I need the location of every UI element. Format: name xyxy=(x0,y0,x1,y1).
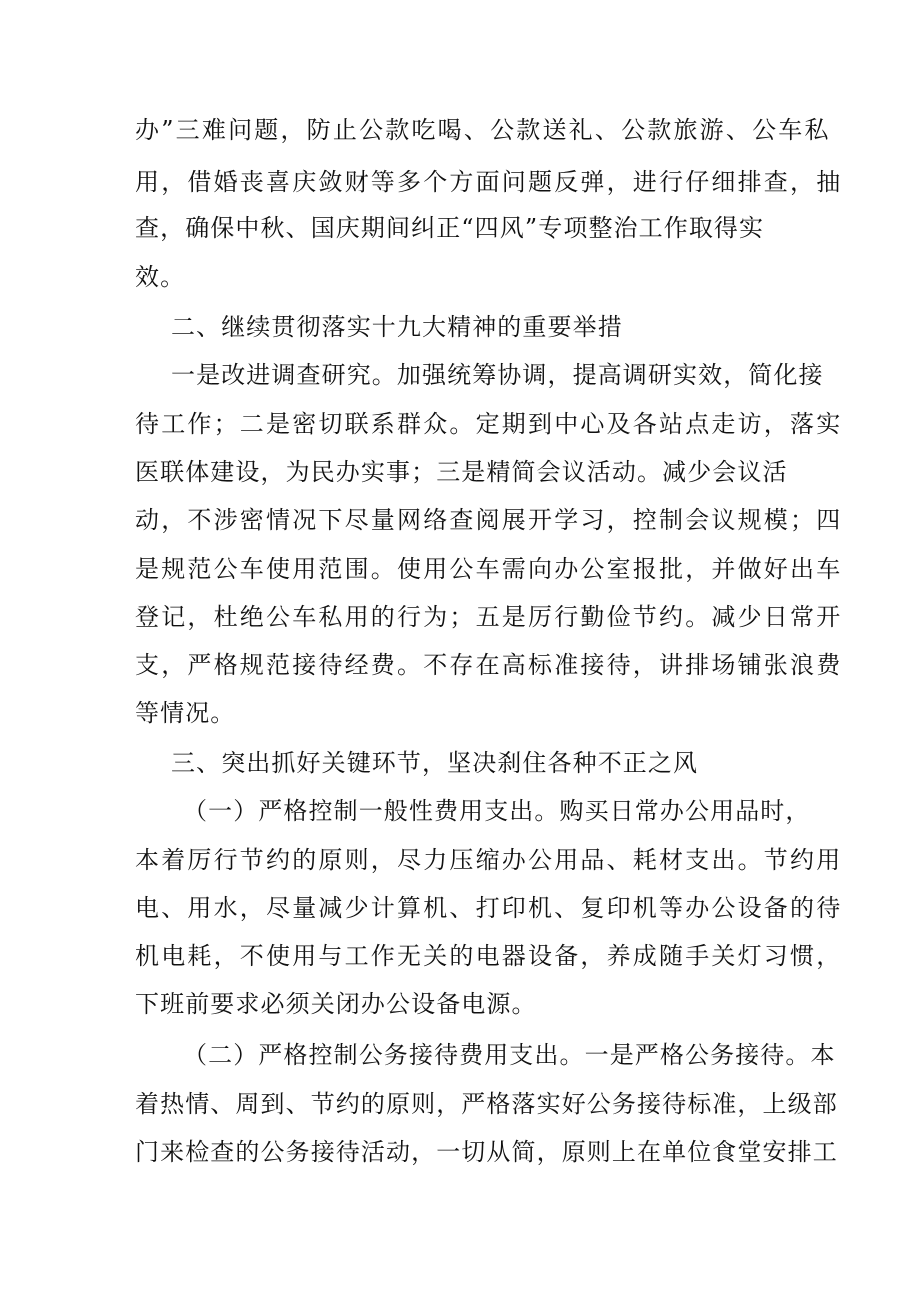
text-line: 登记，杜绝公车私用的行为；五是厉行勤俭节约。减少日常开 xyxy=(135,603,843,631)
text-line: 是规范公车使用范围。使用公车需向办公室报批，并做好出车 xyxy=(135,555,843,583)
text-line: 医联体建设，为民办实事；三是精简会议活动。减少会议活 xyxy=(135,458,788,486)
text-line: （二）严格控制公务接待费用支出。一是严格公务接待。本 xyxy=(183,1041,836,1069)
text-line: 下班前要求必须关闭办公设备电源。 xyxy=(135,990,537,1018)
text-line: 查，确保中秋、国庆期间纠正“四风”专项整治工作取得实 xyxy=(135,214,765,242)
text-line: 机电耗，不使用与工作无关的电器设备，养成随手关灯习惯， xyxy=(135,942,843,970)
text-line: 电、用水，尽量减少计算机、打印机、复印机等办公设备的待 xyxy=(135,894,843,922)
text-line: 动，不涉密情况下尽量网络查阅展开学习，控制会议规模；四 xyxy=(135,506,843,534)
text-line: 用，借婚丧喜庆敛财等多个方面问题反弹，进行仔细排查，抽 xyxy=(135,168,843,196)
text-line: 一是改进调查研究。加强统筹协调，提高调研实效，简化接 xyxy=(171,361,824,389)
text-line: （一）严格控制一般性费用支出。购买日常办公用品时， xyxy=(183,797,811,825)
text-line: 本着厉行节约的原则，尽力压缩办公用品、耗材支出。节约用 xyxy=(135,846,843,874)
text-line: 着热情、周到、节约的原则，严格落实好公务接待标准，上级部 xyxy=(135,1090,838,1118)
text-line: 待工作；二是密切联系群众。定期到中心及各站点走访，落实 xyxy=(135,410,843,438)
text-line: 支，严格规范接待经费。不存在高标准接待，讲排场铺张浪费 xyxy=(135,651,843,679)
section-heading: 二、继续贯彻落实十九大精神的重要举措 xyxy=(171,313,623,341)
text-line: 效。 xyxy=(135,263,186,291)
section-heading: 三、突出抓好关键环节，坚决刹住各种不正之风 xyxy=(171,749,699,777)
text-line: 办”三难问题，防止公款吃喝、公款送礼、公款旅游、公车私 xyxy=(135,116,831,144)
text-line: 等情况。 xyxy=(135,699,236,727)
text-line: 门来检查的公务接待活动，一切从简，原则上在单位食堂安排工 xyxy=(135,1138,838,1166)
